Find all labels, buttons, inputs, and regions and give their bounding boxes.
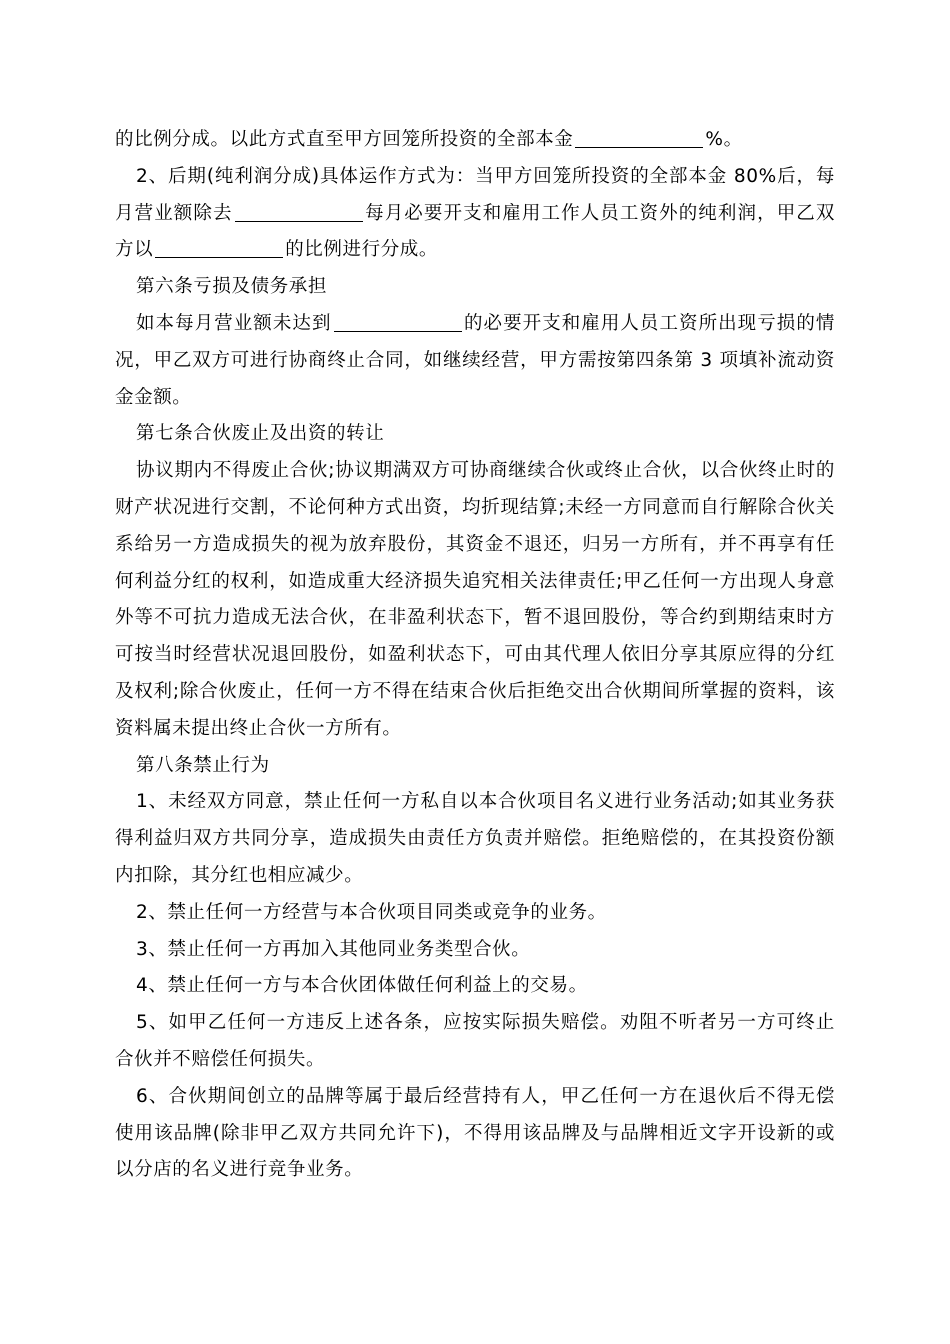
text: 的比例分成。以此方式直至甲方回笼所投资的全部本金 — [115, 129, 574, 150]
text: 如本每月营业额未达到 — [136, 312, 332, 334]
text: %。 — [705, 129, 743, 150]
text: 每月必要开支和雇用工作人员工资外的纯利润，甲乙双方以 — [115, 202, 835, 261]
fill-blank[interactable] — [155, 239, 283, 258]
text: 的必要开支和雇用人员工资所出现亏损的情况，甲乙双方可进行协商终止合同，如继续经营，甲方需按第四条第 3 项填补流动资金金额。 — [115, 312, 835, 408]
text: 的比例进行分成。 — [285, 239, 439, 261]
paragraph-profit-share-2 — [115, 159, 835, 269]
list-item: 6、合伙期间创立的品牌等属于最后经营持有人，甲乙任何一方在退伙后不得无偿使用该品牌(除非甲乙双方共同允许下)，不得用该品牌及与品牌相近文字开设新的或以分店的名义进行竞争业务。 — [115, 1085, 835, 1181]
paragraph-loss — [115, 306, 835, 416]
document-page — [115, 122, 835, 1189]
list-item: 3、禁止任何一方再加入其他同业务类型合伙。 — [136, 938, 531, 960]
paragraph-termination: 协议期内不得废止合伙;协议期满双方可协商继续合伙或终止合伙，以合伙终止时的财产状况进行交割，不论何种方式出资，均折现结算;未经一方同意而自行解除合伙关系给另一方造成损失的视为放弃股份，其资金不退还，归另一方所有，并不再享有任何利益分红的权利，如造成重大经济损失追究相关法律责任;甲乙任何一方出现人身意外等不可抗力造成无法合伙，在非盈利状态下，暂不退回股份，等合约到期结束时方可按当时经营状况退回股份，如盈利状态下，可由其代理人依旧分享其原应得的分红及权利;除合伙废止，任何一方不得在结束合伙后拒绝交出合伙期间所掌握的资料，该资料属未提出终止合伙一方所有。 — [115, 460, 835, 739]
paragraph-profit-share-1 — [115, 122, 835, 159]
list-item: 5、如甲乙任何一方违反上述各条，应按实际损失赔偿。劝阻不听者另一方可终止合伙并不赔偿任何损失。 — [115, 1012, 835, 1070]
fill-blank[interactable] — [575, 129, 703, 148]
section-heading-7: 第七条合伙废止及出资的转让 — [136, 423, 385, 445]
list-item: 4、禁止任何一方与本合伙团体做任何利益上的交易。 — [136, 975, 588, 997]
fill-blank[interactable] — [235, 203, 363, 222]
list-item: 2、禁止任何一方经营与本合伙项目同类或竞争的业务。 — [136, 901, 607, 923]
fill-blank[interactable] — [334, 313, 462, 332]
section-heading-8: 第八条禁止行为 — [136, 754, 270, 776]
section-heading-6: 第六条亏损及债务承担 — [136, 276, 328, 298]
list-item: 1、未经双方同意，禁止任何一方私自以本合伙项目名义进行业务活动;如其业务获得利益归双方共同分享，造成损失由责任方负责并赔偿。拒绝赔偿的，在其投资份额内扣除，其分红也相应减少。 — [115, 791, 835, 886]
text: 2、后期(纯利润分成)具体运作方式为：当甲方回笼所投资的全部本金 80%后，每月营业额除去 — [115, 165, 835, 224]
